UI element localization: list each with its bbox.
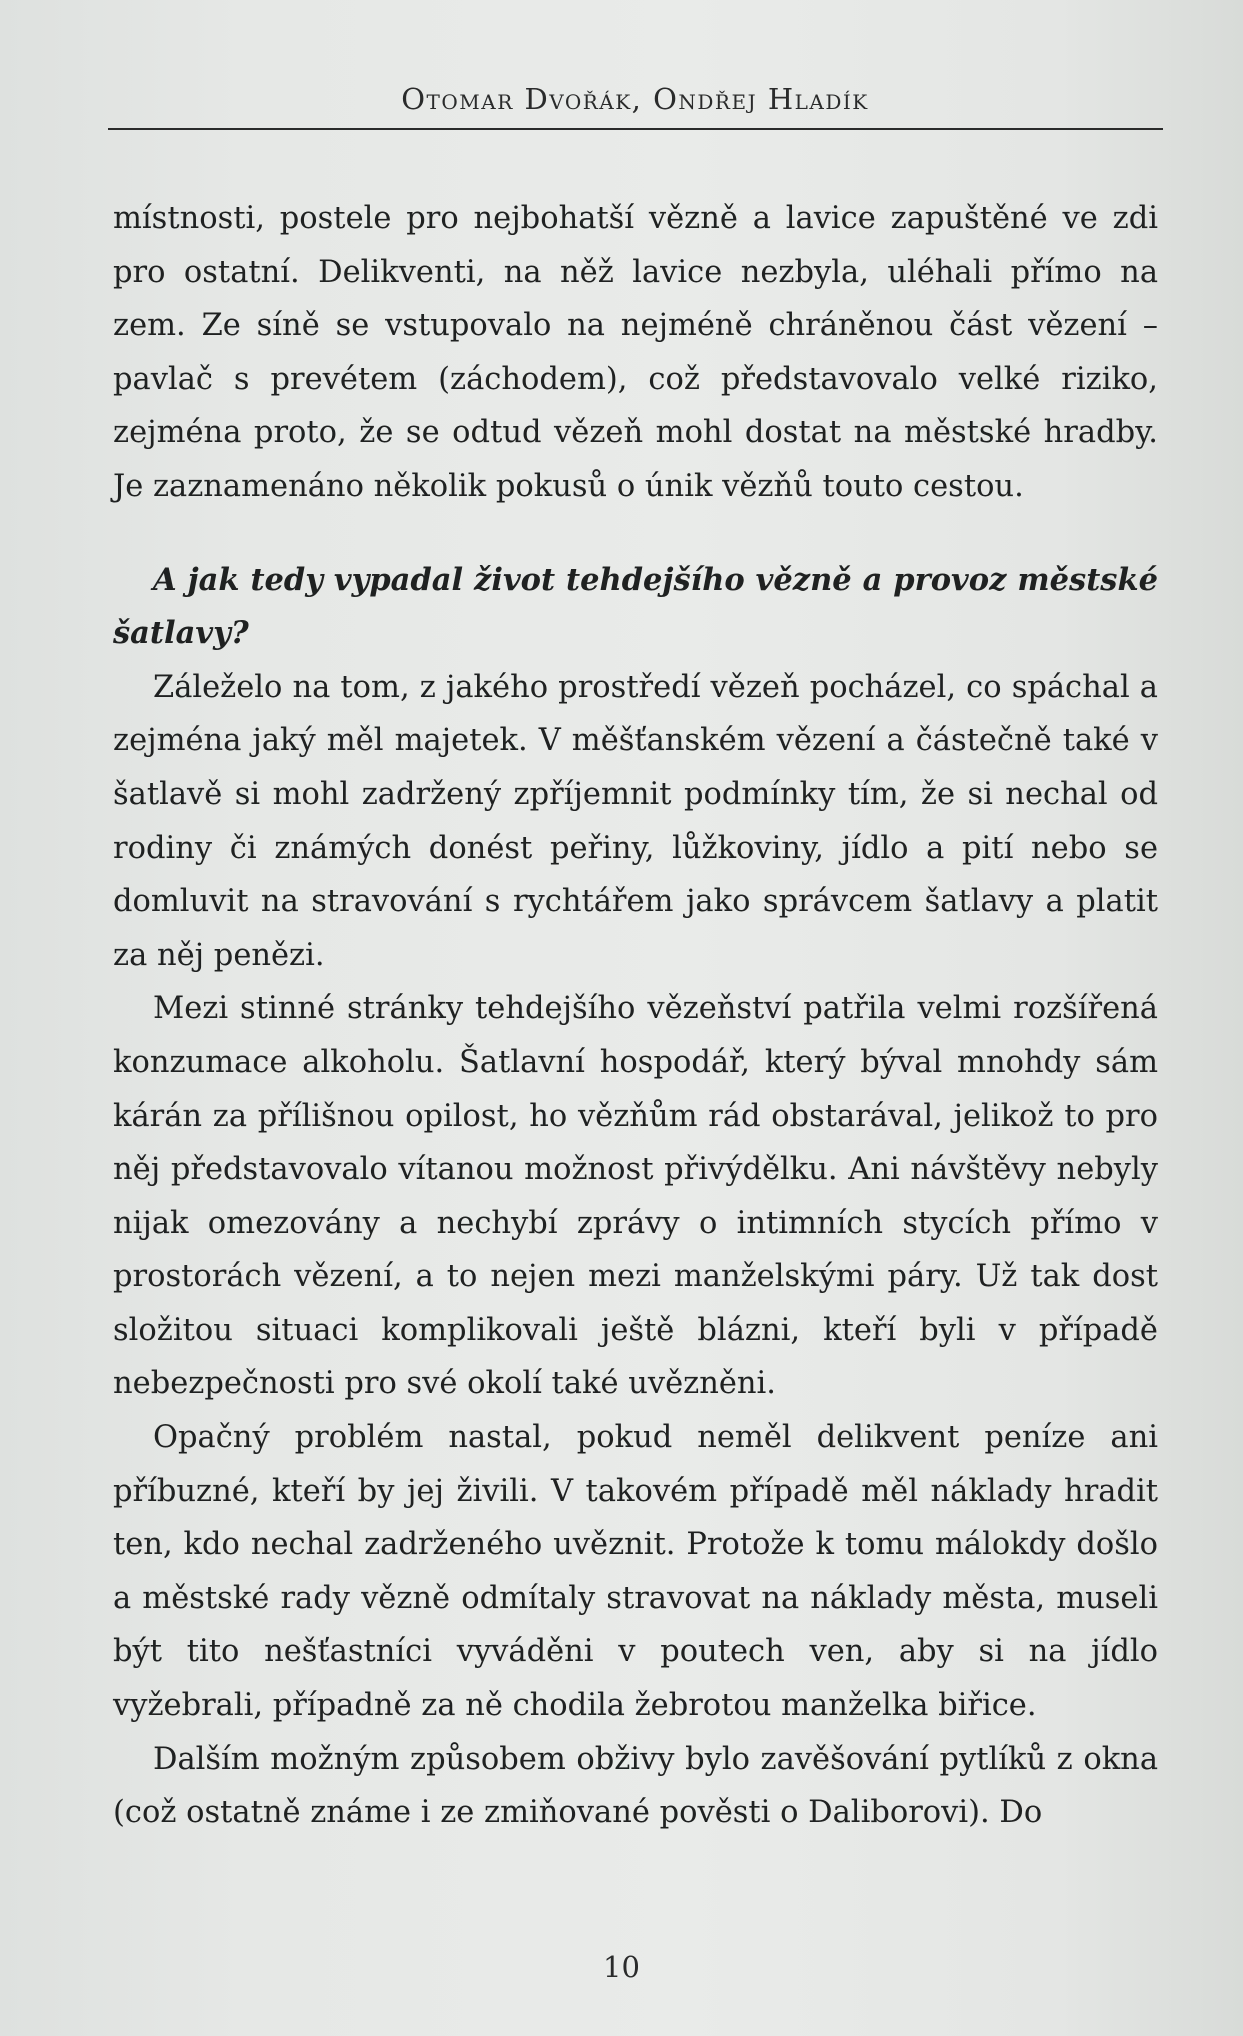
paragraph: Opačný problém nastal, pokud neměl delikvent peníze ani příbuzné, kteří by jej živili. V takovém případě měl náklady hradit ten, kdo nechal zadrženého uvěznit. Protože k tomu málokdy došlo a městské rady vězně odmítaly stravovat na náklady města, museli být tito nešťastníci vyváděni v poutech ven, aby si na jídlo vyžebrali, případně za ně chodila žebrotou manželka biřice. [113,1420,1158,1724]
header-rule [108,128,1163,130]
running-header: Otomar Dvořák, Ondřej Hladík [401,82,869,116]
paragraph: Záleželo na tom, z jakého prostředí vězeň pocházel, co spáchal a zejména jaký měl majetek. V měšťanském vězení a částečně také v šatlavě si mohl zadržený zpříjemnit podmínky tím, že si nechal od rodiny či známých donést peřiny, lůžkoviny, jídlo a pití nebo se domluvit na stravování s rychtářem jako správcem šatlavy a platit za něj penězi. [113,669,1158,973]
interview-question: A jak tedy vypadal život tehdejšího vězně a provoz městské šatlavy? [113,561,1158,652]
body-text [113,192,1158,1840]
paragraph: Mezi stinné stránky tehdejšího vězeňství patřila velmi rozšířená konzumace alkoholu. Šatlavní hospodář, který býval mnohdy sám kárán za přílišnou opilost, ho vězňům rád obstarával, jelikož to pro něj představovalo vítanou možnost přivýdělku. Ani návštěvy nebyly nijak omezovány a nechybí zprávy o intimních stycích přímo v prostorách vězení, a to nejen mezi manželskými páry. Už tak dost složitou situaci komplikovali ještě blázni, kteří byli v případě nebezpečnosti pro své okolí také uvězněni. [113,991,1158,1402]
paragraph: Dalším možným způsobem obživy bylo zavěšování pytlíků z okna (což ostatně známe i ze zmiňované pověsti o Daliborovi). Do [113,1741,1158,1831]
paragraph-continued: místnosti, postele pro nejbohatší vězně a lavice zapuštěné ve zdi pro ostatní. Delikventi, na něž lavice nezbyla, uléhali přímo na zem. Ze síně se vstupovalo na nejméně chráněnou část vězení – pavlač s prevétem (záchodem), což představovalo velké riziko, zejména proto, že se odtud vězeň mohl dostat na městské hradby. Je zaznamenáno několik pokusů o únik vězňů touto cestou. [113,201,1158,504]
page-number: 10 [603,1950,640,1984]
